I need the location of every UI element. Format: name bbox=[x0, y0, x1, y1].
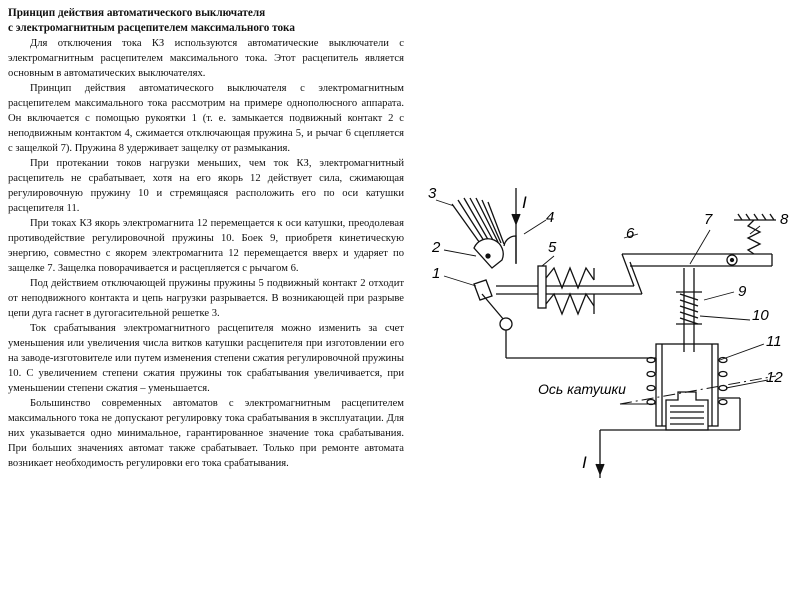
armature-12 bbox=[666, 392, 708, 430]
title-line-1: Принцип действия автоматического выключателя bbox=[8, 7, 266, 19]
label-12: 12 bbox=[766, 369, 783, 386]
adjusting-spring-10 bbox=[680, 294, 698, 324]
striker-9 bbox=[676, 268, 702, 352]
current-label-top: I bbox=[522, 193, 527, 212]
fixed-contact-4 bbox=[504, 236, 516, 264]
label-5: 5 bbox=[548, 239, 557, 256]
paragraph-4: При токах КЗ якорь электромагнита 12 перемещается к оси катушки, преодолевая противодействие регулировочной пружины 10. Боек 9, приобретя кинетическую энергию, совместно с якорем электромагнита 12 перемещается вверх и ударяет по защелке 7. Защелка поворачивается и расцепляется с рычагом 6. bbox=[8, 218, 404, 274]
lever-6-hook bbox=[622, 254, 634, 286]
current-arrow-top bbox=[512, 214, 520, 224]
label-3: 3 bbox=[428, 185, 437, 202]
spring-8 bbox=[734, 214, 776, 254]
title-line-2: с электромагнитным расцепителем максимального тока bbox=[8, 22, 295, 34]
current-label-bottom: I bbox=[582, 453, 587, 472]
label-7: 7 bbox=[704, 211, 713, 228]
article-text bbox=[8, 6, 404, 471]
label-1: 1 bbox=[432, 265, 441, 282]
axis-label: Ось катушки bbox=[538, 381, 626, 397]
paragraph-3: При протекании токов нагрузки меньших, чем ток КЗ, электромагнитный расцепитель не срабатывает, хотя на его якорь 12 действует сила, сжимающая регулировочную пружину 10 и стремящаяся расположить его по оси катушки расцепителя 11. bbox=[8, 158, 404, 214]
label-9: 9 bbox=[738, 283, 747, 300]
label-2: 2 bbox=[432, 239, 441, 256]
handle-1 bbox=[474, 280, 492, 300]
circuit-breaker-diagram bbox=[404, 168, 796, 488]
paragraph-5: Под действием отключающей пружины пружины 5 подвижный контакт 2 отходит от неподвижного контакта и цепь нагрузки разрывается. В возникающей при разрыве цепи дуга гаснет в дугогасительной решетке 3. bbox=[8, 278, 404, 319]
paragraph-6: Ток срабатывания электромагнитного расцепителя можно изменить за счет уменьшения или увеличения числа витков катушки расцепителя при изготовлении его на заводе-изготовителе или путем изменения степени сжатия регулировочной пружины 10. С увеличением степени сжатия пружины ток срабатывания увеличивается, при уменьшении степени сжатия – уменьшается. bbox=[8, 323, 404, 394]
label-11: 11 bbox=[766, 333, 782, 350]
current-arrow-bottom bbox=[596, 464, 604, 474]
article-title bbox=[8, 6, 404, 36]
label-8: 8 bbox=[780, 211, 789, 228]
handle-link bbox=[482, 294, 504, 320]
paragraph-1: Для отключения тока КЗ используются автоматические выключатели с электромагнитным расцепителем максимального тока. Этот расцепитель является основным в автоматических выключателях. bbox=[8, 38, 404, 79]
moving-contact-2 bbox=[474, 239, 503, 268]
latch-7 bbox=[622, 254, 772, 266]
paragraph-7: Большинство современных автоматов с электромагнитным расцепителем максимального тока не допускают регулировку тока срабатывания в эксплуатации. Для них указывается одно минимальное, гарантированное значение тока срабатывания. При больших значениях автомат также срабатывает. Только при ремонте автомата возникает необходимость регулировки его тока срабатывания. bbox=[8, 398, 404, 469]
handle-pivot bbox=[500, 318, 512, 330]
contact-2-pivot bbox=[486, 254, 490, 258]
lever-6-hook-2 bbox=[630, 262, 642, 294]
spring-5 bbox=[538, 266, 594, 314]
label-4: 4 bbox=[546, 209, 555, 226]
arc-chute-3 bbox=[452, 198, 504, 246]
label-10: 10 bbox=[752, 307, 769, 324]
label-6: 6 bbox=[626, 225, 635, 242]
paragraph-2: Принцип действия автоматического выключателя с электромагнитным расцепителем максимального тока рассмотрим на примере однополюсного аппарата. Он включается с помощью рукоятки 1 (т. е. замыкается подвижный контакт 2 с неподвижным контактом 4, сжимается отключающая пружина 5, и рычаг 6 сцепляется с защелкой 7). Пружина 8 удерживает защелку от размыкания. bbox=[8, 83, 404, 154]
